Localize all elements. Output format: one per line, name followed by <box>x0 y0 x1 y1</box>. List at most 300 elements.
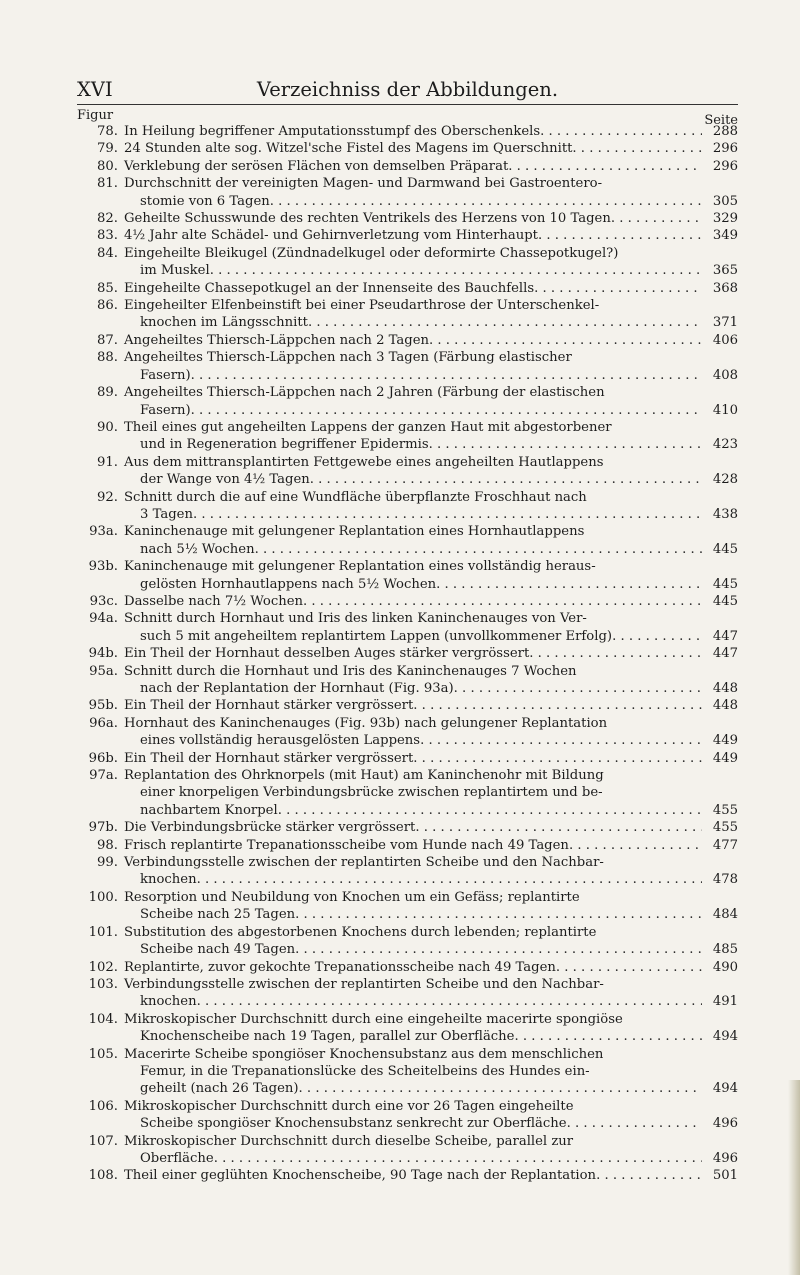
figure-description <box>124 959 738 976</box>
figure-description <box>124 924 738 959</box>
figure-number: 97b. <box>88 820 118 836</box>
figure-entry <box>77 123 738 140</box>
description-line <box>124 419 738 436</box>
line-spacer <box>618 245 738 262</box>
line-spacer <box>584 523 738 540</box>
description-text: Schnitt durch die auf eine Wundfläche überpflanzte Froschhaut nach <box>124 489 587 505</box>
figure-number: 84. <box>97 245 118 261</box>
description-line <box>124 314 738 331</box>
figure-entry <box>77 854 738 889</box>
line-spacer <box>604 976 738 993</box>
description-text: und in Regeneration begriffener Epidermis <box>140 437 429 453</box>
description-line <box>124 610 738 627</box>
line-spacer <box>623 1011 738 1028</box>
description-text: nach der Replantation der Hornhaut (Fig. 93a) <box>140 681 454 696</box>
description-text: Durchschnitt der vereinigten Magen- und Darmwand bei Gastroentero- <box>124 176 603 192</box>
description-line <box>124 1063 738 1080</box>
description-line <box>124 767 738 784</box>
description-text: knochen <box>140 872 197 888</box>
figure-entry <box>77 924 738 959</box>
description-line <box>124 1133 738 1150</box>
figure-number: 83. <box>97 228 118 244</box>
description-line <box>124 1080 738 1097</box>
figure-number: 81. <box>97 176 118 192</box>
figure-description <box>124 593 738 610</box>
figure-entry <box>77 384 738 419</box>
description-line <box>124 1028 738 1045</box>
page-reference: 494 <box>712 1081 738 1097</box>
description-line <box>124 993 738 1010</box>
figure-description <box>124 976 738 1011</box>
figure-description <box>124 175 738 210</box>
description-line <box>124 976 738 993</box>
description-line <box>124 819 738 836</box>
description-line <box>124 349 738 366</box>
page-reference: 478 <box>712 872 738 888</box>
dot-leader <box>572 140 702 157</box>
figure-entry <box>77 419 738 454</box>
dot-leader <box>295 941 702 958</box>
description-line <box>124 367 738 384</box>
page-reference: 501 <box>712 1168 738 1184</box>
figure-description <box>124 384 738 419</box>
page-reference: 484 <box>712 907 738 923</box>
description-line <box>124 1150 738 1167</box>
dot-leader <box>454 680 702 697</box>
header-rule <box>77 104 738 105</box>
line-spacer <box>603 784 738 801</box>
line-spacer <box>607 715 738 732</box>
figure-description <box>124 1011 738 1046</box>
line-spacer <box>596 558 738 575</box>
dot-leader <box>255 541 702 558</box>
figure-entry <box>77 1167 738 1184</box>
figure-entry <box>77 523 738 558</box>
description-line <box>124 245 738 262</box>
description-line <box>124 541 738 558</box>
dot-leader <box>611 210 702 227</box>
dot-leader <box>569 837 702 854</box>
figure-entry <box>77 767 738 819</box>
description-line <box>124 576 738 593</box>
description-line <box>124 784 738 801</box>
description-text: Femur, in die Trepanationslücke des Scheitelbeins des Hundes ein- <box>140 1063 590 1079</box>
page-reference: 423 <box>712 437 738 453</box>
figure-description <box>124 489 738 524</box>
page-reference: 490 <box>712 959 738 975</box>
figure-list <box>77 123 738 1185</box>
figure-description <box>124 158 738 175</box>
description-text: geheilt (nach 26 Tagen) <box>140 1081 299 1097</box>
figure-entry <box>77 332 738 349</box>
figure-number: 93a. <box>89 524 118 540</box>
description-line <box>124 628 738 645</box>
dot-leader <box>538 227 702 244</box>
description-line <box>124 297 738 314</box>
line-spacer <box>603 1046 738 1063</box>
page-title: Verzeichniss der Abbildungen. <box>256 78 559 101</box>
page-reference: 449 <box>712 733 738 749</box>
figure-description <box>124 819 738 836</box>
figure-description <box>124 750 738 767</box>
dot-leader <box>540 123 702 140</box>
description-text: 4½ Jahr alte Schädel- und Gehirnverletzung vom Hinterhaupt <box>124 228 538 244</box>
description-text: Oberfläche <box>140 1150 214 1166</box>
description-text: Kaninchenauge mit gelungener Replantation eines vollständig heraus- <box>124 559 596 575</box>
figure-description <box>124 767 738 819</box>
description-text: knochen im Längsschnitt <box>140 315 308 331</box>
figure-description <box>124 297 738 332</box>
line-spacer <box>577 663 739 680</box>
figure-entry <box>77 489 738 524</box>
description-line <box>124 715 738 732</box>
figure-number: 79. <box>97 141 118 157</box>
description-line <box>124 941 738 958</box>
description-line <box>124 1167 738 1184</box>
description-text: gelösten Hornhautlappens nach 5½ Wochen <box>140 576 437 592</box>
description-line <box>124 680 738 697</box>
figure-number: 102. <box>88 959 118 975</box>
figure-number: 78. <box>97 124 118 139</box>
figure-entry <box>77 697 738 714</box>
dot-leader <box>556 959 702 976</box>
description-line <box>124 558 738 575</box>
description-text: Mikroskopischer Durchschnitt durch eine vor 26 Tagen eingeheilte <box>124 1098 574 1114</box>
dot-leader <box>612 628 702 645</box>
dot-leader <box>295 906 702 923</box>
description-text: Angeheiltes Thiersch-Läppchen nach 2 Tagen <box>124 332 430 348</box>
description-text: Theil eines gut angeheilten Lappens der ganzen Haut mit abgestorbener <box>124 419 612 435</box>
description-line <box>124 593 738 610</box>
description-line <box>124 140 738 157</box>
description-line <box>124 924 738 941</box>
dot-leader <box>191 402 702 419</box>
figure-number: 94a. <box>89 611 118 627</box>
figure-description <box>124 854 738 889</box>
description-text: Frisch replantirte Trepanationsscheibe vom Hunde nach 49 Tagen <box>124 837 569 853</box>
page-reference: 496 <box>712 1150 738 1166</box>
description-line <box>124 454 738 471</box>
dot-leader <box>413 697 702 714</box>
figure-number: 96b. <box>88 750 118 766</box>
description-line <box>124 663 738 680</box>
figure-number: 98. <box>97 837 118 853</box>
figure-entry <box>77 1098 738 1133</box>
figure-number: 100. <box>88 889 118 905</box>
description-text: Ein Theil der Hornhaut desselben Auges stärker vergrössert <box>124 646 530 662</box>
line-spacer <box>590 1063 738 1080</box>
figure-entry <box>77 645 738 662</box>
figure-description <box>124 332 738 349</box>
page-reference: 296 <box>712 141 738 157</box>
dot-leader <box>303 593 702 610</box>
dot-leader <box>429 332 702 349</box>
line-spacer <box>572 349 738 366</box>
description-line <box>124 732 738 749</box>
description-text: Scheibe spongiöser Knochensubstanz senkrecht zur Oberfläche <box>140 1116 567 1132</box>
figure-description <box>124 889 738 924</box>
dot-leader <box>214 1150 702 1167</box>
description-text: 3 Tagen <box>140 506 193 522</box>
dot-leader <box>529 645 702 662</box>
page-reference: 445 <box>712 593 738 609</box>
page-reference: 449 <box>712 750 738 766</box>
figure-description <box>124 419 738 454</box>
description-text: Eingeheilte Chassepotkugel an der Innenseite des Bauchfells <box>124 280 535 296</box>
description-line <box>124 158 738 175</box>
description-text: Theil einer geglühten Knochenscheibe, 90 Tage nach der Replantation <box>124 1168 597 1184</box>
description-text: Scheibe nach 49 Tagen <box>140 942 296 958</box>
page-reference: 485 <box>712 942 738 958</box>
description-line <box>124 854 738 871</box>
line-spacer <box>587 489 738 506</box>
description-line <box>124 436 738 453</box>
description-text: knochen <box>140 994 197 1010</box>
description-text: In Heilung begriffener Amputationsstumpf des Oberschenkels <box>124 124 541 139</box>
page-reference: 445 <box>712 576 738 592</box>
description-text: Aus dem mittransplantirten Fettgewebe eines angeheilten Hautlappens <box>124 454 604 470</box>
figure-number: 97a. <box>89 768 118 784</box>
figure-entry <box>77 1046 738 1098</box>
page-reference: 406 <box>712 332 738 348</box>
figure-entry <box>77 819 738 836</box>
dot-leader <box>596 1167 702 1184</box>
line-spacer <box>574 1098 738 1115</box>
description-line <box>124 802 738 819</box>
figure-description <box>124 349 738 384</box>
figure-number: 88. <box>97 350 118 366</box>
figure-entry <box>77 750 738 767</box>
figure-entry <box>77 245 738 280</box>
description-line <box>124 871 738 888</box>
figure-description <box>124 454 738 489</box>
figure-number: 103. <box>88 976 118 992</box>
description-text: Substitution des abgestorbenen Knochens durch lebenden; replantirte <box>124 924 597 940</box>
page-reference: 477 <box>712 837 738 853</box>
description-text: Dasselbe nach 7½ Wochen <box>124 593 303 609</box>
figure-number: 85. <box>97 280 118 296</box>
figure-number: 106. <box>88 1098 118 1114</box>
figure-description <box>124 663 738 698</box>
description-text: Replantirte, zuvor gekochte Trepanationsscheibe nach 49 Tagen <box>124 959 556 975</box>
figure-description <box>124 210 738 227</box>
description-line <box>124 506 738 523</box>
page-reference: 288 <box>712 124 738 139</box>
page-reference: 305 <box>712 193 738 209</box>
description-text: im Muskel <box>140 263 210 279</box>
page-reference: 428 <box>712 472 738 488</box>
running-header <box>77 78 738 104</box>
figure-entry <box>77 140 738 157</box>
description-text: Fasern) <box>140 367 191 383</box>
figure-number: 105. <box>88 1046 118 1062</box>
figure-entry <box>77 976 738 1011</box>
description-text: Angeheiltes Thiersch-Läppchen nach 3 Tagen (Färbung elastischer <box>124 350 572 366</box>
figure-description <box>124 227 738 244</box>
figure-entry <box>77 280 738 297</box>
figure-description <box>124 523 738 558</box>
dot-leader <box>429 436 702 453</box>
description-text: eines vollständig herausgelösten Lappens <box>140 733 421 749</box>
figure-description <box>124 558 738 593</box>
description-text: Fasern) <box>140 402 191 418</box>
description-text: Die Verbindungsbrücke stärker vergrössert <box>124 820 416 836</box>
figure-description <box>124 715 738 750</box>
description-line <box>124 906 738 923</box>
description-text: Ein Theil der Hornhaut stärker vergrössert <box>124 750 414 766</box>
description-line <box>124 1046 738 1063</box>
description-text: Knochenscheibe nach 19 Tagen, parallel zur Oberfläche <box>140 1029 515 1045</box>
description-line <box>124 402 738 419</box>
page-reference: 455 <box>712 820 738 836</box>
figure-number: 82. <box>97 211 118 227</box>
description-line <box>124 210 738 227</box>
page-reference: 496 <box>712 1116 738 1132</box>
description-text: Ein Theil der Hornhaut stärker vergrössert <box>124 698 414 714</box>
dot-leader <box>193 506 702 523</box>
line-spacer <box>612 419 738 436</box>
description-line <box>124 262 738 279</box>
description-text: Schnitt durch die Hornhaut und Iris des Kaninchenauges 7 Wochen <box>124 663 577 679</box>
description-text: nach 5½ Wochen <box>140 541 255 557</box>
page-edge-shadow <box>788 1080 800 1275</box>
figure-number: 104. <box>88 1011 118 1027</box>
description-text: Schnitt durch Hornhaut und Iris des linken Kaninchenauges von Ver- <box>124 611 587 627</box>
page-reference: 408 <box>712 367 738 383</box>
figure-number: 95b. <box>88 698 118 714</box>
line-spacer <box>587 610 738 627</box>
dot-leader <box>567 1115 702 1132</box>
figure-entry <box>77 959 738 976</box>
dot-leader <box>308 314 702 331</box>
figure-entry <box>77 889 738 924</box>
dot-leader <box>197 993 702 1010</box>
figure-entry <box>77 158 738 175</box>
figure-number: 99. <box>97 855 118 871</box>
description-text: Scheibe nach 25 Tagen <box>140 907 296 923</box>
description-text: stomie von 6 Tagen <box>140 193 270 209</box>
figure-number: 87. <box>97 332 118 348</box>
dot-leader <box>197 871 702 888</box>
dot-leader <box>270 193 702 210</box>
description-line <box>124 523 738 540</box>
page-reference: 410 <box>712 402 738 418</box>
figure-number: 93c. <box>89 593 118 609</box>
line-spacer <box>605 384 738 401</box>
figure-description <box>124 280 738 297</box>
description-text: der Wange von 4½ Tagen <box>140 472 310 488</box>
figure-entry <box>77 593 738 610</box>
figure-entry <box>77 663 738 698</box>
figure-number: 108. <box>88 1168 118 1184</box>
figure-number: 80. <box>97 158 118 174</box>
dot-leader <box>210 262 702 279</box>
description-text: Angeheiltes Thiersch-Läppchen nach 2 Jahren (Färbung der elastischen <box>124 385 605 401</box>
figure-number: 86. <box>97 298 118 314</box>
page-reference: 349 <box>712 228 738 244</box>
figure-number: 95a. <box>89 663 118 679</box>
description-text: Mikroskopischer Durchschnitt durch eine eingeheilte macerirte spongiöse <box>124 1011 623 1027</box>
dot-leader <box>191 367 702 384</box>
page-reference: 371 <box>712 315 738 331</box>
figure-description <box>124 1046 738 1098</box>
figure-description <box>124 610 738 645</box>
description-line <box>124 280 738 297</box>
dot-leader <box>310 471 702 488</box>
description-text: Geheilte Schusswunde des rechten Ventrikels des Herzens von 10 Tagen <box>124 211 611 227</box>
figure-entry <box>77 454 738 489</box>
page-reference: 445 <box>712 541 738 557</box>
line-spacer <box>596 924 738 941</box>
figure-description <box>124 1098 738 1133</box>
figure-entry <box>77 1133 738 1168</box>
description-text: einer knorpeligen Verbindungsbrücke zwischen replantirtem und be- <box>140 785 603 801</box>
figure-entry <box>77 558 738 593</box>
figure-number: 101. <box>88 924 118 940</box>
description-line <box>124 1011 738 1028</box>
description-line <box>124 332 738 349</box>
description-line <box>124 227 738 244</box>
description-line <box>124 193 738 210</box>
figure-entry <box>77 610 738 645</box>
figure-entry <box>77 349 738 384</box>
description-line <box>124 489 738 506</box>
page-reference: 329 <box>712 211 738 227</box>
dot-leader <box>436 576 702 593</box>
dot-leader <box>415 819 702 836</box>
figure-number: 93b. <box>88 559 118 575</box>
dot-leader <box>299 1080 702 1097</box>
description-line <box>124 384 738 401</box>
figure-entry <box>77 715 738 750</box>
line-spacer <box>599 297 738 314</box>
dot-leader <box>413 750 702 767</box>
page-reference: 365 <box>712 263 738 279</box>
figure-description <box>124 123 738 140</box>
description-text: Mikroskopischer Durchschnitt durch dieselbe Scheibe, parallel zur <box>124 1133 574 1149</box>
page-reference: 447 <box>712 628 738 644</box>
page-reference: 438 <box>712 506 738 522</box>
dot-leader <box>514 1028 702 1045</box>
figure-entry <box>77 227 738 244</box>
description-text: 24 Stunden alte sog. Witzel'sche Fistel des Magens im Querschnitt <box>124 141 573 157</box>
description-text: Eingeheilte Bleikugel (Zündnadelkugel oder deformirte Chassepotkugel?) <box>124 245 619 261</box>
description-text: Macerirte Scheibe spongiöser Knochensubstanz aus dem menschlichen <box>124 1046 604 1062</box>
description-text: Kaninchenauge mit gelungener Replantation eines Hornhautlappens <box>124 524 585 540</box>
figure-entry <box>77 297 738 332</box>
line-spacer <box>573 1133 738 1150</box>
line-spacer <box>604 454 739 471</box>
description-text: Replantation des Ohrknorpels (mit Haut) am Kaninchenohr mit Bildung <box>124 768 604 784</box>
description-text: Verklebung der serösen Flächen von demselben Präparat <box>124 158 509 174</box>
figure-number: 96a. <box>89 715 118 731</box>
figure-description <box>124 1167 738 1184</box>
page-reference: 494 <box>712 1029 738 1045</box>
figure-description <box>124 837 738 854</box>
description-line <box>124 123 738 140</box>
figure-entry <box>77 210 738 227</box>
page-reference: 448 <box>712 681 738 696</box>
dot-leader <box>420 732 702 749</box>
page-reference: 455 <box>712 802 738 818</box>
figure-number: 90. <box>97 419 118 435</box>
line-spacer <box>604 854 738 871</box>
figure-entry <box>77 175 738 210</box>
description-line <box>124 175 738 192</box>
figure-number: 94b. <box>88 646 118 662</box>
figure-description <box>124 697 738 714</box>
description-text: nachbartem Knorpel <box>140 802 278 818</box>
